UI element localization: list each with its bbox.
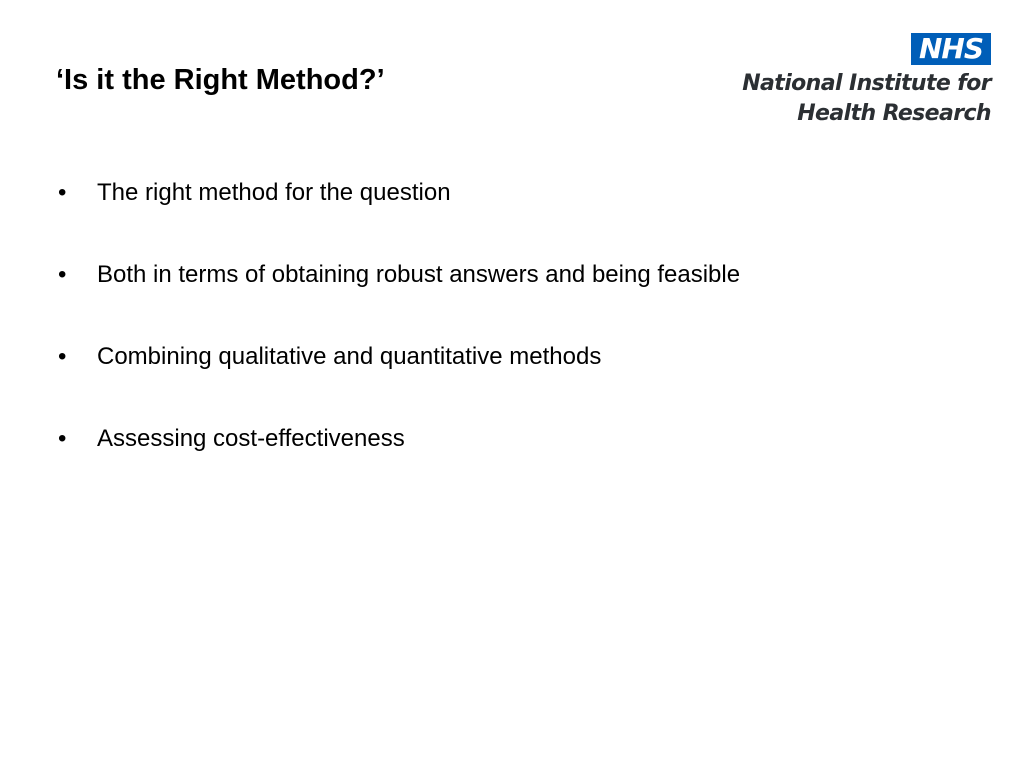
bullet-list [56, 175, 956, 503]
bullet-marker: • [58, 179, 67, 206]
bullet-item [56, 421, 956, 457]
logo-line-2: Health Research [797, 101, 991, 126]
bullet-item [56, 257, 956, 293]
bullet-item [56, 175, 956, 211]
bullet-marker: • [58, 425, 67, 452]
bullet-marker: • [58, 343, 67, 370]
slide-title: ‘Is it the Right Method?’ [56, 64, 385, 96]
bullet-text: The right method for the question [97, 179, 451, 206]
bullet-item [56, 339, 956, 375]
bullet-text: Both in terms of obtaining robust answers and being feasible [97, 261, 741, 288]
bullet-text: Assessing cost-effectiveness [97, 425, 405, 452]
bullet-text: Combining qualitative and quantitative methods [97, 343, 602, 370]
logo-line-1: National Institute for [742, 71, 991, 96]
nhs-badge: NHS [911, 33, 991, 65]
nihr-logo [730, 33, 994, 129]
bullet-marker: • [58, 261, 67, 288]
